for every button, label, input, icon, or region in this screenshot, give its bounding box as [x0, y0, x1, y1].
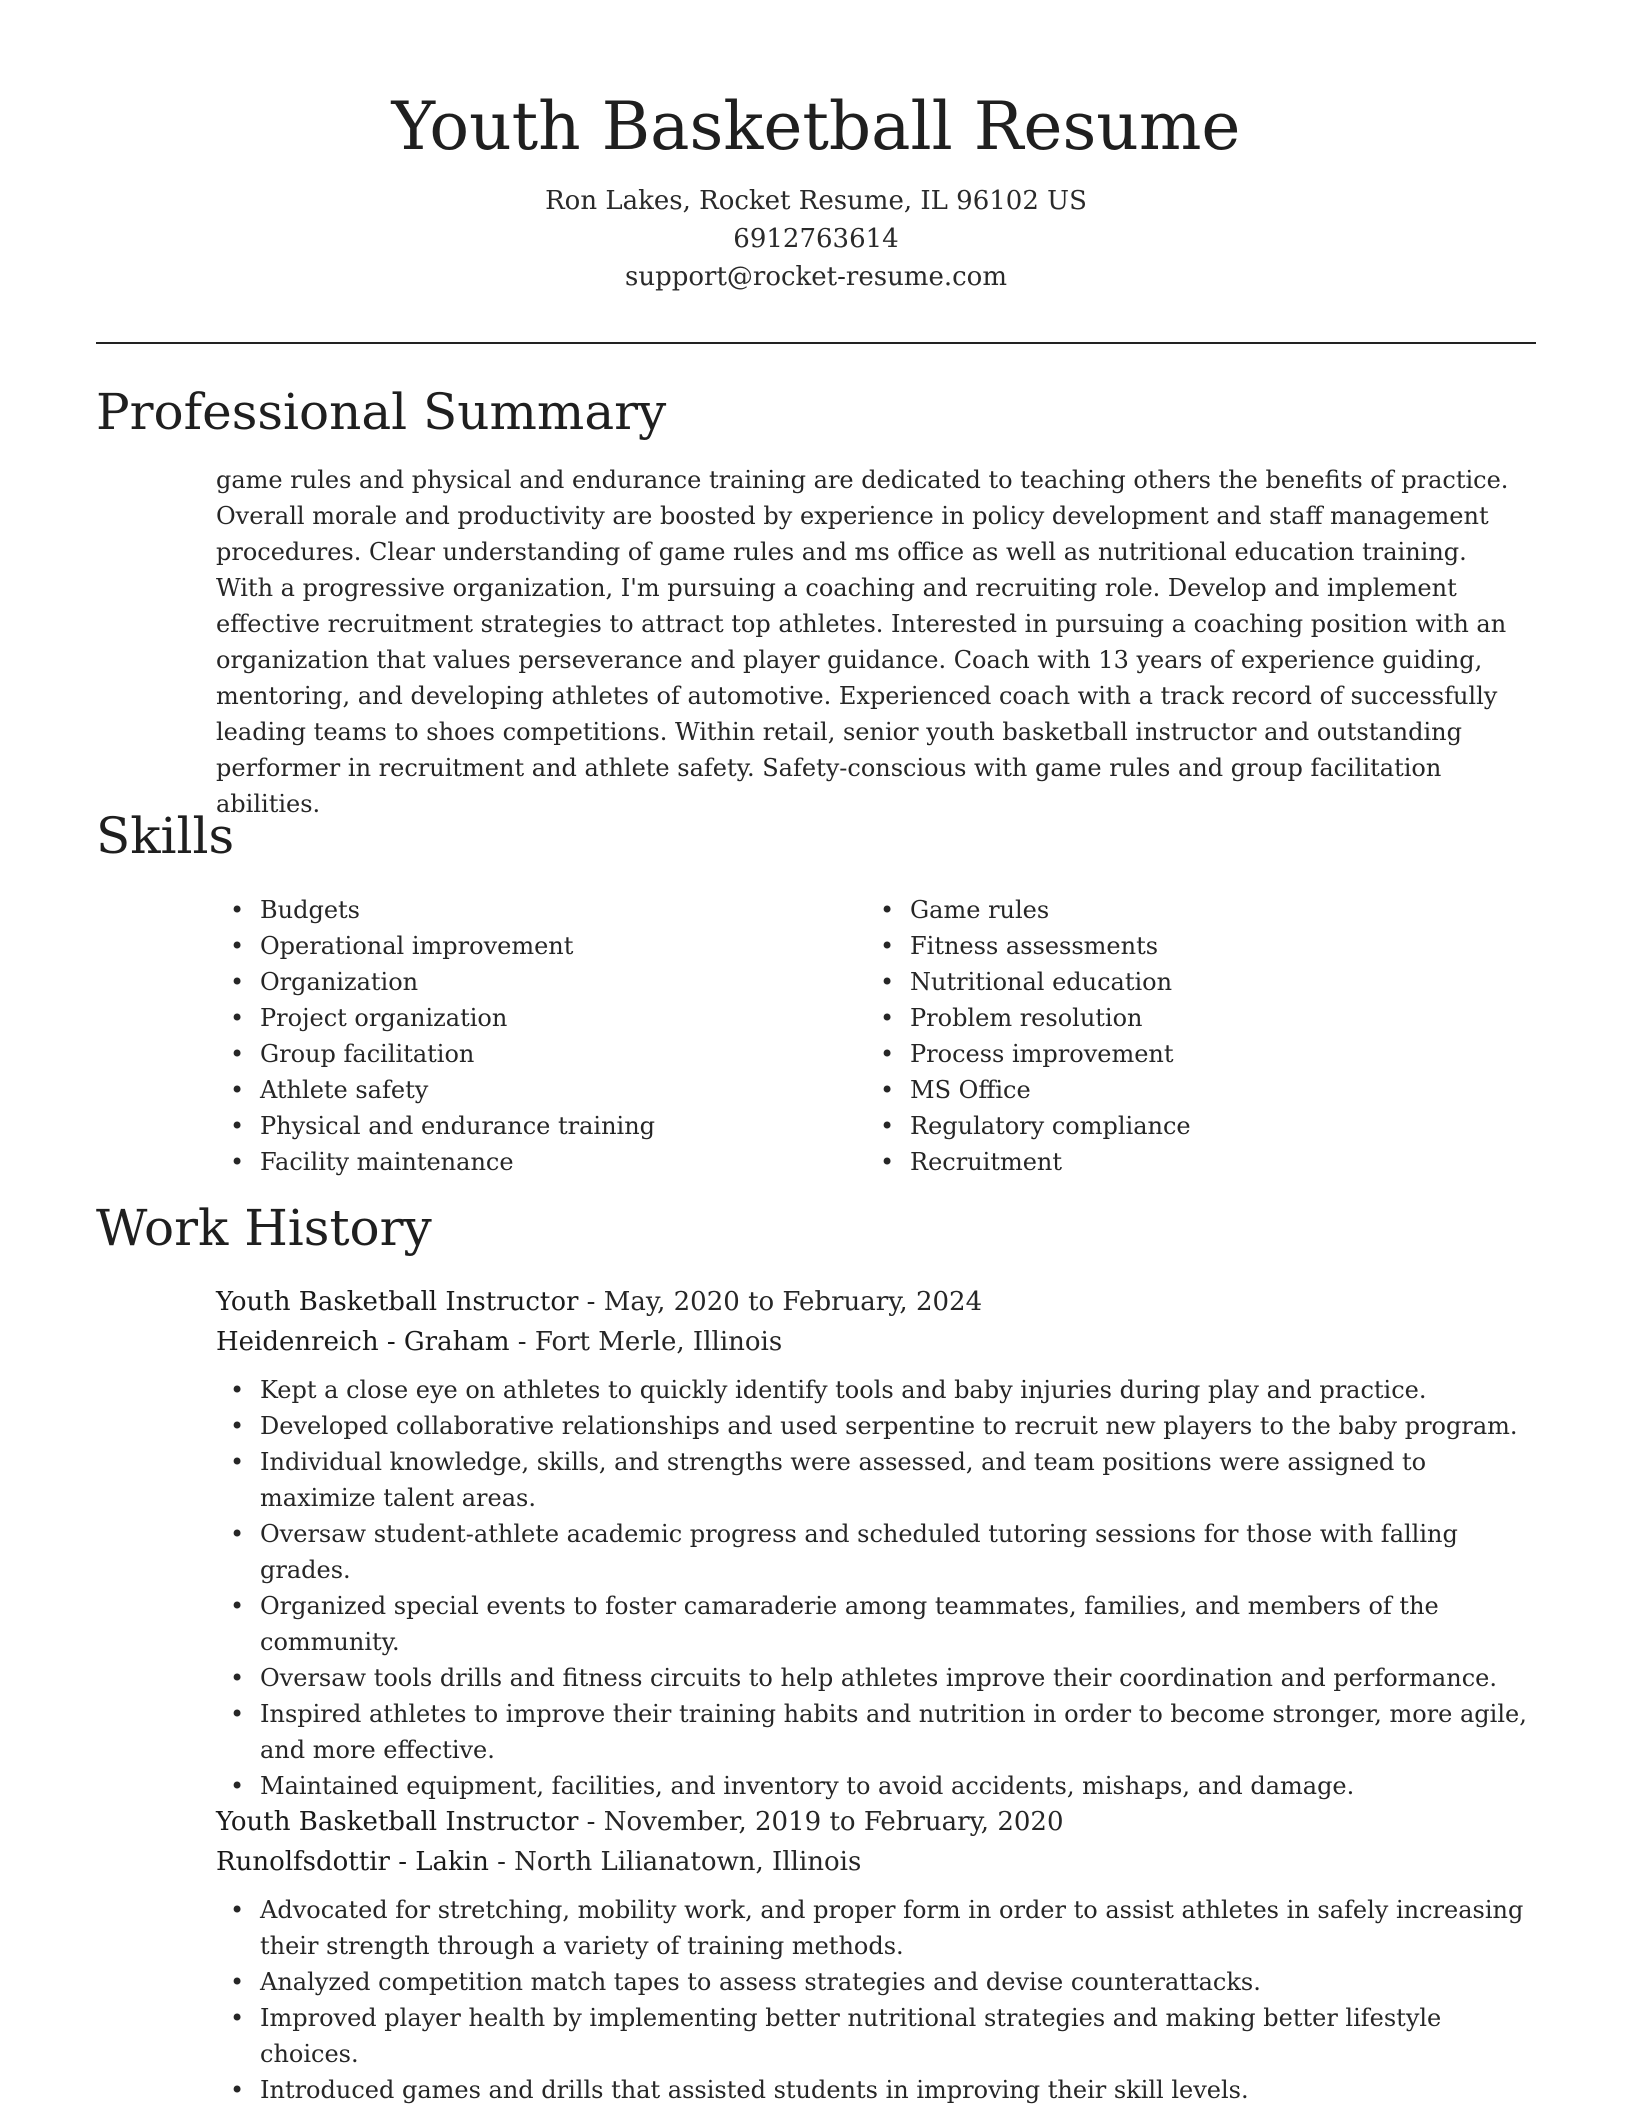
contact-address: Ron Lakes, Rocket Resume, IL 96102 US	[545, 186, 1087, 216]
job-company: Heidenreich - Graham	[216, 1327, 510, 1357]
job-header	[216, 1282, 1516, 1362]
job-bullet: • Introduced games and drills that assisted students in improving their skill levels.	[216, 2072, 1536, 2108]
job-title: Youth Basketball Instructor	[216, 1807, 579, 1837]
job-title: Youth Basketball Instructor	[216, 1287, 579, 1317]
job-bullet: • Inspired athletes to improve their training habits and nutrition in order to become stronger, more agile, and more effective.	[216, 1696, 1536, 1768]
job-header	[216, 1802, 1516, 1882]
job-title-line: Youth Basketball Instructor - May, 2020 to February, 2024	[216, 1287, 983, 1317]
job-bullet: • Developed collaborative relationships and used serpentine to recruit new players to the baby program.	[216, 1408, 1536, 1444]
skill-item: • Project organization	[216, 1000, 816, 1036]
skill-item: • Game rules	[866, 892, 1466, 928]
skill-item: • Recruitment	[866, 1144, 1466, 1180]
summary-text: game rules and physical and endurance training are dedicated to teaching others the benefits of practice. Overall morale and productivity are boosted by experience in policy development and staff management procedures. Clear understanding of game rules and ms office as well as nutritional education training. With a progressive organization, I'm pursuing a coaching and recruiting role. Develop and implement effective recruitment strategies to attract top athletes. Interested in pursuing a coaching position with an organization that values perseverance and player guidance. Coach with 13 years of experience guiding, mentoring, and developing athletes of automotive. Experienced coach with a track record of successfully leading teams to shoes competitions. Within retail, senior youth basketball instructor and outstanding performer in recruitment and athlete safety. Safety-conscious with game rules and group facilitation abilities.	[216, 466, 1509, 818]
job-bullet: • Improved player health by implementing better nutritional strategies and making better lifestyle choices.	[216, 2000, 1536, 2072]
header-divider	[96, 342, 1536, 344]
skill-item: • Operational improvement	[216, 928, 816, 964]
job-dates: May, 2020 to February, 2024	[603, 1287, 983, 1317]
skill-item: • Nutritional education	[866, 964, 1466, 1000]
job-dates: November, 2019 to February, 2020	[603, 1807, 1064, 1837]
skills-heading: Skills	[96, 807, 235, 865]
skill-item: • Athlete safety	[216, 1072, 816, 1108]
job-location: North Lilianatown, Illinois	[514, 1847, 862, 1877]
job-location: Fort Merle, Illinois	[534, 1327, 783, 1357]
work-history-heading: Work History	[96, 1199, 432, 1257]
contact-email: support@rocket-resume.com	[624, 262, 1007, 292]
job-bullets	[216, 1372, 1536, 1804]
skill-item: • Budgets	[216, 892, 816, 928]
skills-list-right	[866, 892, 1466, 1180]
skill-item: • Physical and endurance training	[216, 1108, 816, 1144]
contact-phone: 6912763614	[733, 224, 899, 254]
job-bullet: • Kept a close eye on athletes to quickly identify tools and baby injuries during play and practice.	[216, 1372, 1536, 1408]
job-bullet: • Oversaw student-athlete academic progress and scheduled tutoring sessions for those with falling grades.	[216, 1516, 1536, 1588]
job-company: Runolfsdottir - Lakin	[216, 1847, 489, 1877]
skill-item: • MS Office	[866, 1072, 1466, 1108]
skill-item: • Organization	[216, 964, 816, 1000]
summary-heading: Professional Summary	[96, 383, 667, 441]
job-bullet: • Advocated for stretching, mobility work, and proper form in order to assist athletes in safely increasing their strength through a variety of training methods.	[216, 1892, 1536, 1964]
job-title-line: Youth Basketball Instructor - November, 2019 to February, 2020	[216, 1807, 1064, 1837]
skill-item: • Problem resolution	[866, 1000, 1466, 1036]
resume-title: Youth Basketball Resume	[391, 88, 1241, 165]
job-company-line: Runolfsdottir - Lakin - North Lilianatown, Illinois	[216, 1847, 862, 1877]
job-bullet: • Analyzed competition match tapes to assess strategies and devise counterattacks.	[216, 1964, 1536, 2000]
job-company-line: Heidenreich - Graham - Fort Merle, Illinois	[216, 1327, 783, 1357]
skill-item: • Regulatory compliance	[866, 1108, 1466, 1144]
skill-item: • Facility maintenance	[216, 1144, 816, 1180]
job-bullets	[216, 1892, 1536, 2108]
skill-item: • Fitness assessments	[866, 928, 1466, 964]
skill-item: • Group facilitation	[216, 1036, 816, 1072]
job-bullet: • Maintained equipment, facilities, and inventory to avoid accidents, mishaps, and damage.	[216, 1768, 1536, 1804]
skill-item: • Process improvement	[866, 1036, 1466, 1072]
job-bullet: • Oversaw tools drills and fitness circuits to help athletes improve their coordination and performance.	[216, 1660, 1536, 1696]
resume-header	[0, 82, 1632, 296]
skills-list-left	[216, 892, 816, 1180]
contact-info	[0, 182, 1632, 296]
job-bullet: • Individual knowledge, skills, and strengths were assessed, and team positions were assigned to maximize talent areas.	[216, 1444, 1536, 1516]
job-bullet: • Organized special events to foster camaraderie among teammates, families, and members of the community.	[216, 1588, 1536, 1660]
